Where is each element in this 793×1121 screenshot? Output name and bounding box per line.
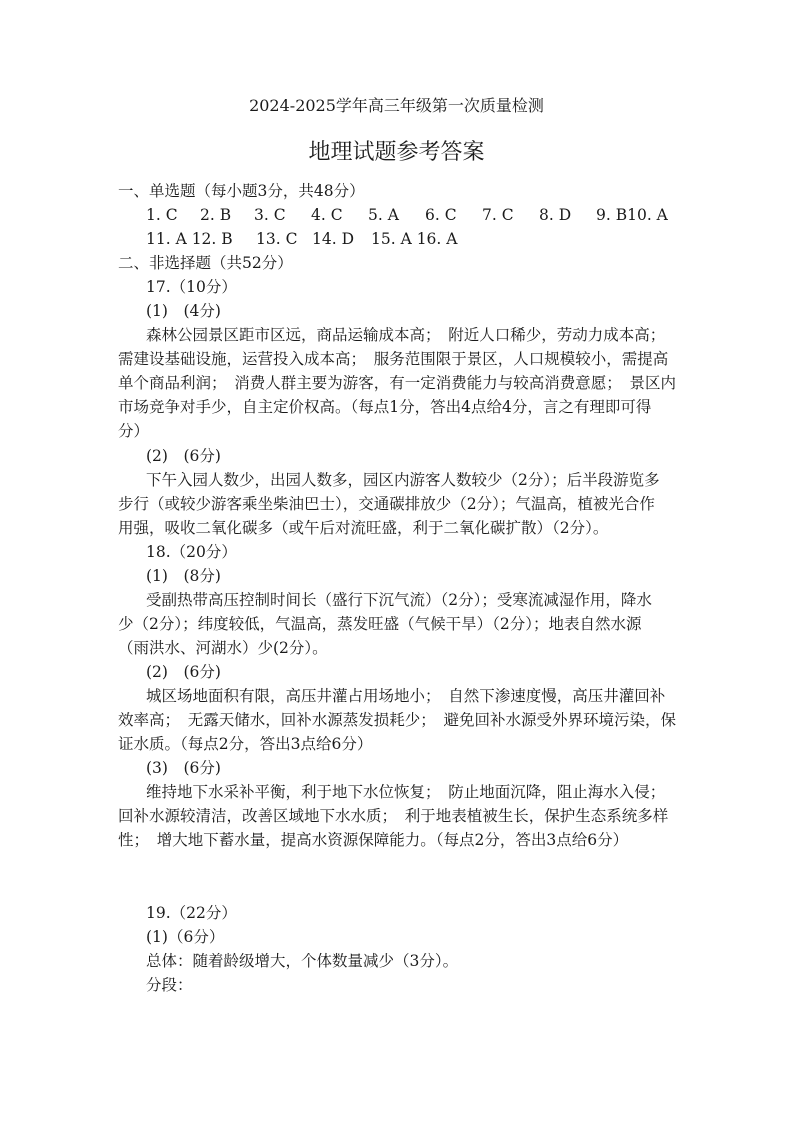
q19-part1-label: (1)（6分） — [146, 928, 225, 946]
q18-part3-line: 性； 增大地下蓄水量，提高水资源保障能力。（每点2分，答出3点给6分） — [118, 831, 629, 849]
q18-part2-label: (2) (6分) — [146, 663, 221, 681]
q18-part3-label: (3) (6分) — [146, 759, 221, 777]
section1-heading: 一、单选题（每小题3分，共48分） — [118, 182, 365, 200]
q18-part1-line: 少（2分）；纬度较低，气温高，蒸发旺盛（气候干旱）（2分）；地表自然水源 — [118, 615, 642, 633]
q18-part1-label: (1) (8分) — [146, 567, 221, 585]
q17-label: 17.（10分） — [146, 278, 237, 296]
q17-part1-line: 市场竞争对手少，自主定价权高。（每点1分，答出4点给4分，言之有理即可得 — [118, 398, 652, 416]
answer-3: 3. C — [254, 206, 286, 224]
q18-part3-line: 维持地下水采补平衡，利于地下水位恢复； 防止地面沉降，阻止海水入侵； — [146, 783, 666, 801]
q17-part1-line: 森林公园景区距市区远，商品运输成本高； 附近人口稀少，劳动力成本高； — [146, 326, 666, 344]
answer-9-10: 9. B10. A — [596, 206, 668, 224]
answer-14: 14. D — [312, 230, 355, 248]
answer-6: 6. C — [425, 206, 457, 224]
q18-part2-line: 效率高； 无露天储水，回补水源蒸发损耗少； 避免回补水源受外界环境污染，保 — [118, 711, 677, 729]
q18-part3-line: 回补水源较清洁，改善区域地下水水质； 利于地表植被生长，保护生态系统多样 — [118, 807, 669, 825]
q19-segment: 分段： — [146, 976, 193, 994]
q18-part1-line: （雨洪水、河湖水）少(2分）。 — [118, 639, 328, 657]
answer-15-16: 15. A 16. A — [371, 230, 458, 248]
answer-1: 1. C — [146, 206, 178, 224]
q17-part2-label: (2) (6分) — [146, 447, 221, 465]
q17-part2-line: 用强，吸收二氧化碳多（或午后对流旺盛，利于二氧化碳扩散）（2分）。 — [118, 519, 609, 537]
section2-heading: 二、非选择题（共52分） — [118, 254, 293, 272]
answer-13: 13. C — [256, 230, 298, 248]
answer-5: 5. A — [368, 206, 399, 224]
answer-2: 2. B — [200, 206, 232, 224]
exam-title: 2024-2025学年高三年级第一次质量检测 — [249, 96, 544, 115]
q17-part1-line: 单个商品利润； 消费人群主要为游客，有一定消费能力与较高消费意愿； 景区内 — [118, 374, 677, 392]
q17-part1-line: 需建设基础设施，运营投入成本高； 服务范围限于景区，人口规模较小，需提高 — [118, 350, 669, 368]
q18-part2-line: 证水质。（每点2分，答出3点给6分） — [118, 735, 373, 753]
answers-row-2 — [146, 229, 506, 249]
q17-part2-line: 步行（或较少游客乘坐柴油巴士），交通碳排放少（2分）；气温高，植被光合作 — [118, 495, 655, 513]
q17-part1-line: 分） — [118, 422, 150, 440]
answers-row-1 — [146, 205, 706, 225]
answer-4: 4. C — [311, 206, 343, 224]
q17-part2-line: 下午入园人数少，出园人数多，园区内游客人数较少（2分）；后半段游览多 — [146, 471, 660, 489]
q18-part1-line: 受副热带高压控制时间长（盛行下沉气流）（2分）；受寒流减湿作用，降水 — [146, 591, 652, 609]
answer-11-12: 11. A 12. B — [146, 230, 233, 248]
q19-label: 19.（22分） — [146, 904, 237, 922]
q17-part1-label: (1) (4分) — [146, 302, 221, 320]
q19-overall: 总体：随着龄级增大，个体数量减少（3分）。 — [146, 952, 459, 970]
q18-part2-line: 城区场地面积有限，高压井灌占用场地小； 自然下渗速度慢，高压井灌回补 — [146, 687, 666, 705]
answer-8: 8. D — [539, 206, 572, 224]
q18-label: 18.（20分） — [146, 543, 237, 561]
answer-7: 7. C — [482, 206, 514, 224]
document-title: 地理试题参考答案 — [308, 140, 485, 165]
